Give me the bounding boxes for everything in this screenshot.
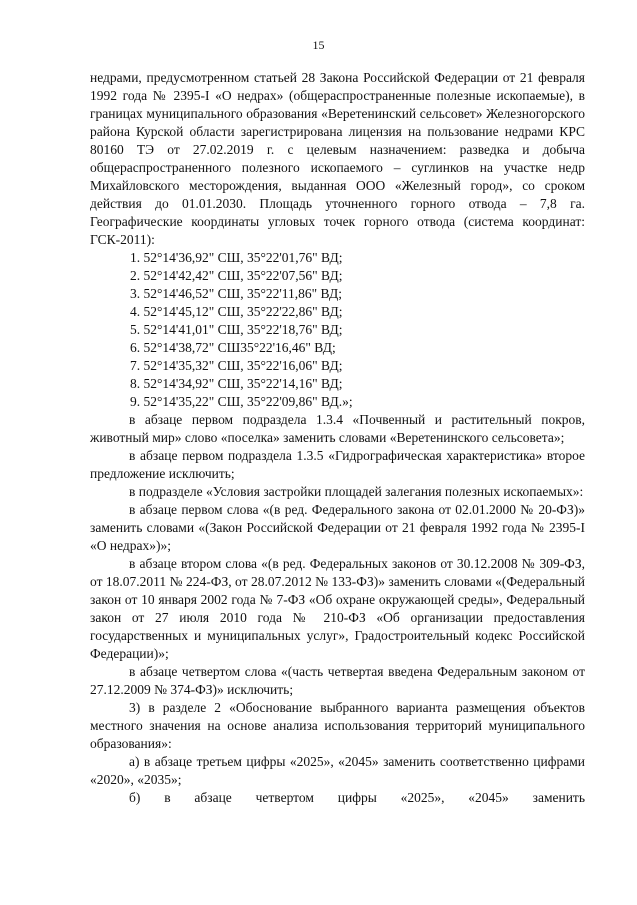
coordinate-item: 3. 52°14'46,52" СШ, 35°22'11,86" ВД; (130, 286, 343, 301)
coordinate-item: 1. 52°14'36,92" СШ, 35°22'01,76" ВД; (130, 250, 343, 265)
paragraph-soil: в абзаце первом подраздела 1.3.4 «Почвенный и растительный покров, животный мир» слово «поселка» заменить словами «Веретенинского сельсовета»; (90, 412, 585, 445)
coordinate-item: 5. 52°14'41,01" СШ, 35°22'18,76" ВД; (130, 322, 343, 337)
coordinate-list (90, 249, 585, 411)
paragraph-item-b: б) в абзаце четвертом цифры «2025», «2045» заменить (129, 790, 585, 805)
coordinate-item: 2. 52°14'42,42" СШ, 35°22'07,56" ВД; (130, 268, 343, 283)
paragraph-section-2: 3) в разделе 2 «Обоснование выбранного варианта размещения объектов местного значения на основе анализа использования территорий муниципального образования»: (90, 700, 585, 751)
coordinate-item: 4. 52°14'45,12" СШ, 35°22'22,86" ВД; (130, 304, 343, 319)
coordinate-item: 6. 52°14'38,72" СШ35°22'16,46" ВД; (130, 340, 336, 355)
document-body (90, 69, 585, 807)
coordinate-item: 7. 52°14'35,32" СШ, 35°22'16,06" ВД; (130, 358, 343, 373)
paragraph-hydro: в абзаце первом подраздела 1.3.5 «Гидрографическая характеристика» второе предложение исключить; (90, 448, 585, 481)
paragraph-conditions: в подразделе «Условия застройки площадей залегания полезных ископаемых»: (129, 484, 584, 499)
paragraph-fourth: в абзаце четвертом слова «(часть четвертая введена Федеральным законом от 27.12.2009 № 374-ФЗ)» исключить; (90, 664, 585, 697)
paragraph-first: в абзаце первом слова «(в ред. Федерального закона от 02.01.2000 № 20-ФЗ)» заменить словами «(Закон Российской Федерации от 21 февраля 1992 года № 2395-I «О недрах»)»; (90, 502, 585, 553)
coordinate-item: 9. 52°14'35,22" СШ, 35°22'09,86" ВД.»; (130, 394, 353, 409)
paragraph-item-a: а) в абзаце третьем цифры «2025», «2045» заменить соответственно цифрами «2020», «2035»; (90, 754, 585, 787)
paragraph-second: в абзаце втором слова «(в ред. Федеральных законов от 30.12.2008 № 309-ФЗ, от 18.07.2011 № 224-ФЗ, от 28.07.2012 № 133-ФЗ)» заменить словами «(Федеральный закон от 10 января 2002 года № 7-ФЗ «Об охране окружающей среды», Федеральный закон от 27 июля 2010 года № 210-ФЗ «Об организации предоставления государственных и муниципальных услуг», Градостроительный кодекс Российской Федерации)»; (90, 556, 585, 661)
page-number: 15 (312, 38, 325, 52)
coordinate-item: 8. 52°14'34,92" СШ, 35°22'14,16" ВД; (130, 376, 343, 391)
paragraph-intro: недрами, предусмотренном статьей 28 Закона Российской Федерации от 21 февраля 1992 года № 2395-I «О недрах» (общераспространенные полезные ископаемые), в границах муниципального образования «Веретенинский сельсовет» Железногорского района Курской области зарегистрирована лицензия на пользование недрами КРС 80160 ТЭ от 27.02.2019 г. с целевым назначением: разведка и добыча общераспространенного полезного ископаемого – суглинков на участке недр Михайловского месторождения, выданная ООО «Железный город», со сроком действия до 01.01.2030. Площадь уточненного горного отвода – 7,8 га. Географические координаты угловых точек горного отвода (система координат: ГСК-2011): (90, 70, 585, 247)
